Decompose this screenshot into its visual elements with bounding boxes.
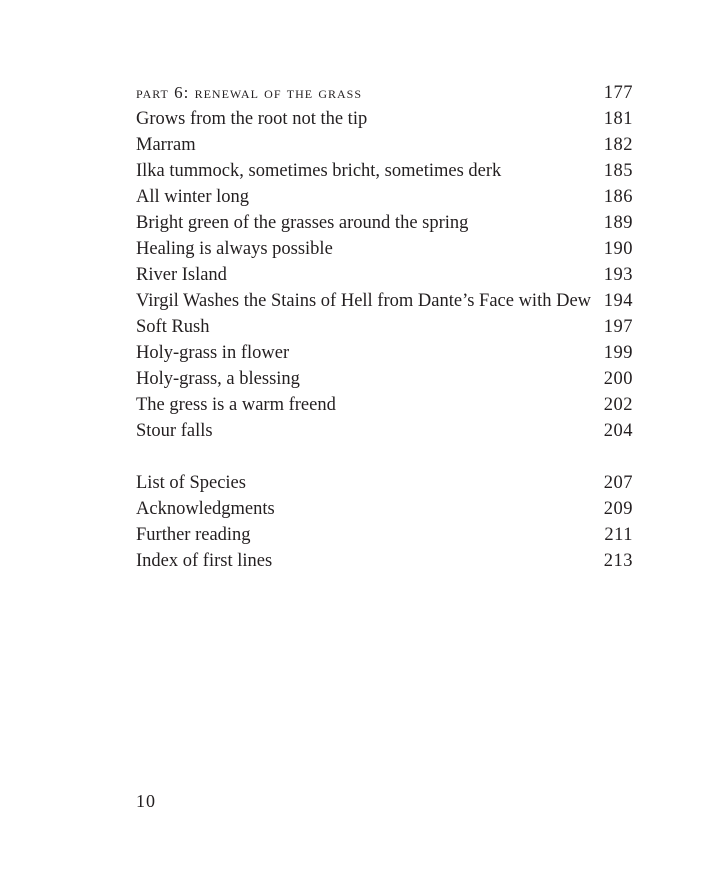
- part-title: part 6: renewal of the grass: [136, 83, 362, 102]
- entry-page-number: 209: [603, 499, 633, 519]
- toc-entry: [136, 392, 633, 418]
- toc-back-matter-entry: [136, 548, 633, 574]
- toc-entry: [136, 418, 633, 444]
- entry-page-number: 194: [603, 291, 633, 311]
- entry-page-number: 190: [603, 239, 633, 259]
- toc-entry: [136, 236, 633, 262]
- entry-title: River Island: [136, 265, 227, 285]
- table-of-contents: [136, 80, 633, 574]
- entry-page-number: 207: [603, 473, 633, 493]
- toc-part-heading: [136, 80, 633, 106]
- entry-title: Marram: [136, 135, 196, 155]
- page-number-folio: 10: [136, 791, 156, 811]
- toc-entry: [136, 210, 633, 236]
- entry-page-number: 181: [603, 109, 633, 129]
- entry-title: Index of first lines: [136, 551, 273, 571]
- entry-title: Acknowledgments: [136, 499, 275, 519]
- toc-entry: [136, 106, 633, 132]
- entry-title: Healing is always possible: [136, 239, 333, 259]
- toc-entry: [136, 158, 633, 184]
- entry-title: Holy-grass, a blessing: [136, 369, 300, 389]
- entry-title: Stour falls: [136, 421, 213, 441]
- toc-entry: [136, 288, 633, 314]
- entry-title: Further reading: [136, 525, 251, 545]
- toc-back-matter-entry: [136, 496, 633, 522]
- toc-entry: [136, 132, 633, 158]
- entry-title: Virgil Washes the Stains of Hell from Dante’s Face with Dew: [136, 291, 592, 311]
- entry-page-number: 193: [603, 265, 633, 285]
- entry-title: Soft Rush: [136, 317, 210, 337]
- toc-entry: [136, 340, 633, 366]
- part-page-number: 177: [603, 83, 633, 103]
- entry-page-number: 182: [603, 135, 633, 155]
- toc-entry: [136, 314, 633, 340]
- section-spacer: [136, 444, 633, 470]
- entry-title: List of Species: [136, 473, 246, 493]
- entry-page-number: 204: [603, 421, 633, 441]
- entry-title: Holy-grass in flower: [136, 343, 290, 363]
- entry-page-number: 213: [603, 551, 633, 571]
- entry-page-number: 197: [603, 317, 633, 337]
- entry-page-number: 211: [604, 525, 633, 545]
- entry-title: The gress is a warm freend: [136, 395, 336, 415]
- toc-entry: [136, 184, 633, 210]
- entry-page-number: 200: [603, 369, 633, 389]
- toc-back-matter-entry: [136, 522, 633, 548]
- entry-title: Grows from the root not the tip: [136, 109, 368, 129]
- toc-entry: [136, 366, 633, 392]
- entry-page-number: 185: [603, 161, 633, 181]
- entry-page-number: 199: [603, 343, 633, 363]
- entry-page-number: 186: [603, 187, 633, 207]
- entry-title: Ilka tummock, sometimes bricht, sometimes derk: [136, 161, 502, 181]
- toc-back-matter-entry: [136, 470, 633, 496]
- entry-page-number: 202: [603, 395, 633, 415]
- entry-title: Bright green of the grasses around the spring: [136, 213, 469, 233]
- entry-page-number: 189: [603, 213, 633, 233]
- entry-title: All winter long: [136, 187, 250, 207]
- toc-entry: [136, 262, 633, 288]
